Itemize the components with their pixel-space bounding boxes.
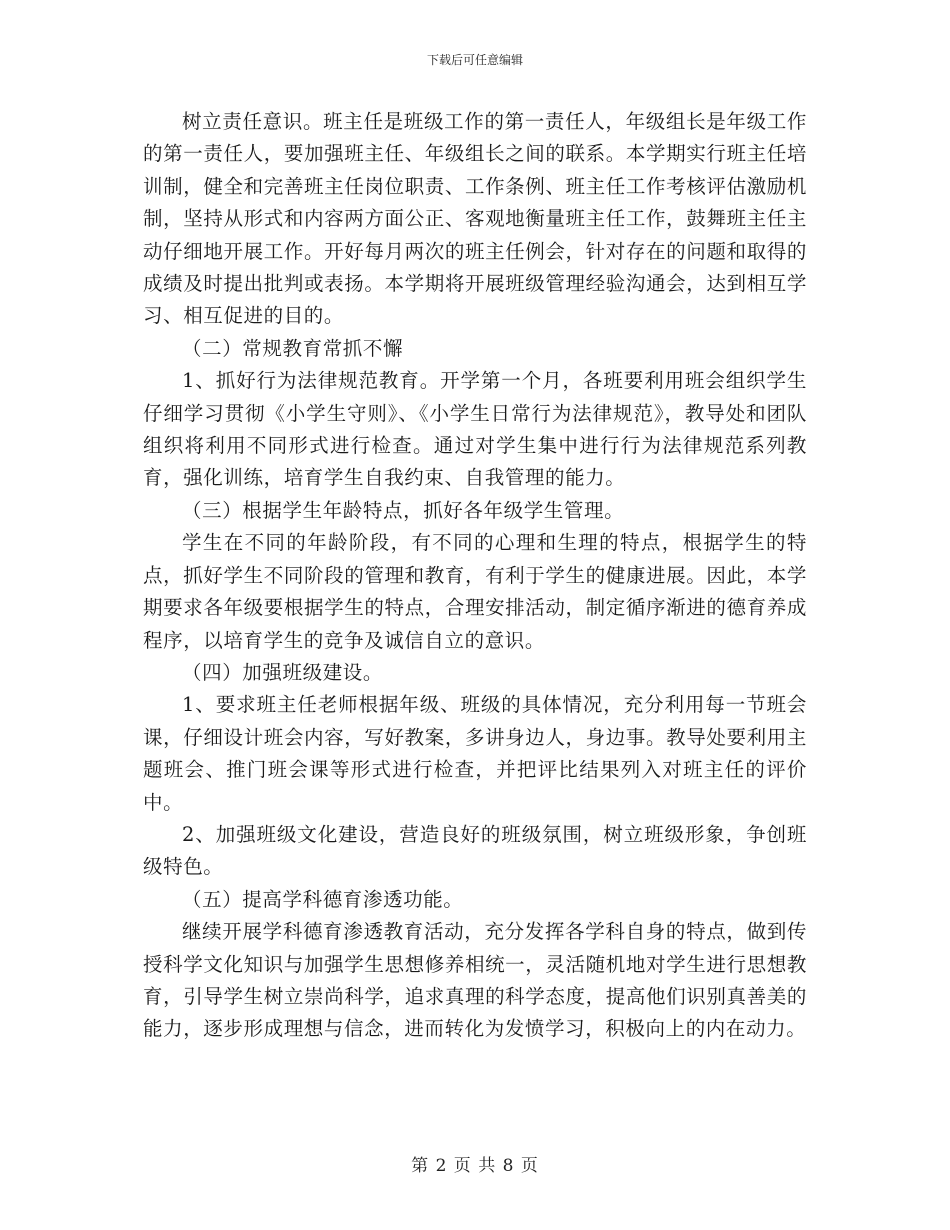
paragraph-responsibility: 树立责任意识。班主任是班级工作的第一责任人，年级组长是年级工作的第一责任人，要加强班主任、年级组长之间的联系。本学期实行班主任培训制，健全和完善班主任岗位职责、工作条例、班主任工作考核评估激励机制，坚持从形式和内容两方面公正、客观地衡量班主任工作，鼓舞班主任主动仔细地开展工作。开好每月两次的班主任例会，针对存在的问题和取得的成绩及时提出批判或表扬。本学期将开展班级管理经验沟通会，达到相互学习、相互促进的目的。 bbox=[143, 110, 807, 328]
section-heading-2: （二）常规教育常抓不懈 bbox=[182, 336, 404, 360]
section-heading-5: （五）提高学科德育渗透功能。 bbox=[182, 887, 464, 911]
document-body bbox=[143, 106, 807, 1046]
section-heading-4: （四）加强班级建设。 bbox=[182, 660, 384, 684]
paragraph-behavior-norms: 1、抓好行为法律规范教育。开学第一个月，各班要利用班会组织学生仔细学习贯彻《小学生守则》、《小学生日常行为法律规范》，教导处和团队组织将利用不同形式进行检查。通过对学生集中进行行为法律规范系列教育，强化训练，培育学生自我约束、自我管理的能力。 bbox=[143, 369, 807, 490]
paragraph-subject-moral-education: 继续开展学科德育渗透教育活动，充分发挥各学科自身的特点，做到传授科学文化知识与加强学生思想修养相统一，灵活随机地对学生进行思想教育，引导学生树立崇尚科学，追求真理的科学态度，提高他们识别真善美的能力，逐步形成理想与信念，进而转化为发愤学习，积极向上的内在动力。 bbox=[143, 920, 807, 1041]
paragraph-class-culture: 2、加强班级文化建设，营造良好的班级氛围，树立班级形象，争创班级特色。 bbox=[143, 822, 807, 879]
paragraph-age-characteristics: 学生在不同的年龄阶段，有不同的心理和生理的特点，根据学生的特点，抓好学生不同阶段的管理和教育，有利于学生的健康进展。因此，本学期要求各年级要根据学生的特点，合理安排活动，制定循序渐进的德育养成程序，以培育学生的竞争及诚信自立的意识。 bbox=[143, 531, 807, 652]
paragraph-class-meeting: 1、要求班主任老师根据年级、班级的具体情况，充分利用每一节班会课，仔细设计班会内容，写好教案，多讲身边人，身边事。教导处要利用主题班会、推门班会课等形式进行检查，并把评比结果列入对班主任的评价中。 bbox=[143, 693, 807, 814]
page-header: 下载后可任意编辑 bbox=[426, 53, 523, 67]
section-heading-3: （三）根据学生年龄特点，抓好各年级学生管理。 bbox=[182, 498, 625, 522]
page-number-footer: 第 2 页 共 8 页 bbox=[411, 1156, 539, 1176]
